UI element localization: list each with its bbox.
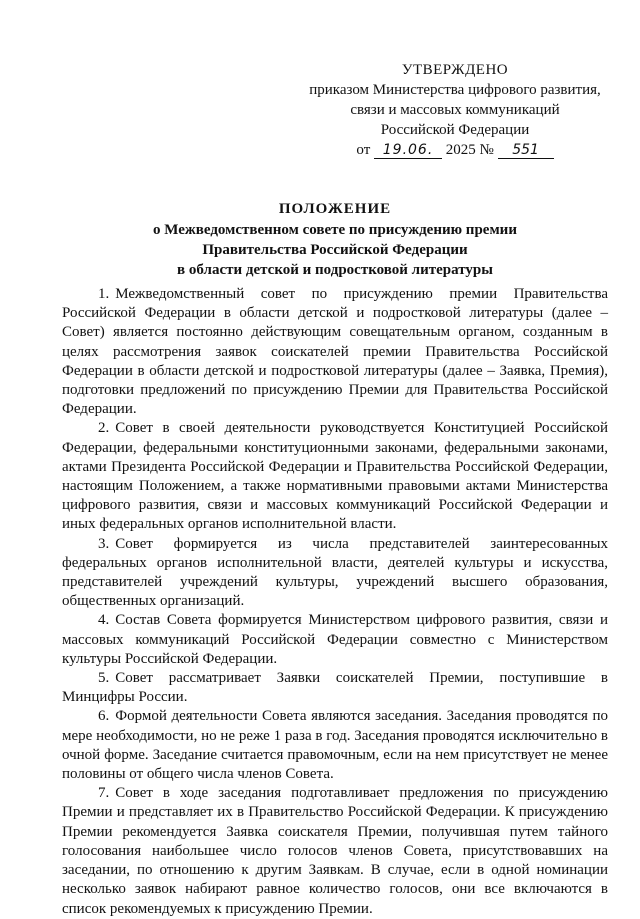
paragraph-text: Состав Совета формируется Министерством цифрового развития, связи и массовых коммуникаций Российской Федерации совместно с Министерством культуры Российской Федерации. <box>62 612 608 667</box>
date-prefix: от <box>356 142 371 158</box>
paragraph-text: Совет в ходе заседания подготавливает предложения по присуждению Премии и представляет их в Правительство Российской Федерации. К присуждению Премии рекомендуется Заявка соискателя Премии, получившая путем тайного голосования наибольшее число голосов членов Совета, присутствовавших на заседании, по отношению к другим Заявкам. В случае, если в одной номинации несколько заявок набирают равное количество голосов, они все включаются в список рекомендуемых к присуждению Премии. <box>62 785 608 917</box>
paragraph-2 <box>62 419 608 534</box>
title-subtitle-2: Правительства Российской Федерации <box>202 242 468 258</box>
paragraph-number: 6. <box>98 708 110 725</box>
paragraph-text: Совет рассматривает Заявки соискателей Премии, поступившие в Минцифры России. <box>62 670 608 706</box>
paragraph-4 <box>62 611 608 669</box>
paragraph-3 <box>62 535 608 612</box>
year-label: 2025 № <box>445 142 494 158</box>
paragraph-text: Межведомственный совет по присуждению премии Правительства Российской Федерации в области детской и подростковой литературы (далее – Совет) является постоянно действующим совещательным органом, созданным в целях рассмотрения заявок соискателей премии Правительства Российской Федерации в области детской и подростковой литературы (далее – Заявка, Премия), подготовки предложений по присуждению Премии для Правительства Российской Федерации. <box>62 286 608 418</box>
title-subtitle-1: о Межведомственном совете по присуждению премии <box>153 222 517 238</box>
paragraph-number: 1. <box>98 286 110 302</box>
approval-stamp <box>300 60 610 160</box>
paragraph-text: Формой деятельности Совета являются заседания. Заседания проводятся по мере необходимости, но не реже 1 раза в год. Заседания проводятся исключительно в очной форме. Заседание считается правомочным, если на нем присутствует не менее половины от общего числа членов Совета. <box>62 708 608 783</box>
paragraph-number: 3. <box>98 535 110 552</box>
approval-heading: УТВЕРЖДЕНО <box>401 62 509 78</box>
document-title <box>62 199 608 280</box>
paragraph-text: Совет формируется из числа представителей заинтересованных федеральных органов исполнительной власти, деятелей культуры и искусства, представителей учреждений культуры, учреждений высшего образования, общественных организаций. <box>62 535 608 610</box>
paragraph-number: 5. <box>98 670 110 687</box>
approval-line-2: связи и массовых коммуникаций <box>350 102 560 118</box>
paragraph-7 <box>62 784 608 918</box>
document-body <box>62 285 608 919</box>
approval-line-1: приказом Министерства цифрового развития, <box>309 82 601 98</box>
title-main: ПОЛОЖЕНИЕ <box>278 201 392 217</box>
paragraph-text: Совет в своей деятельности руководствуется Конституцией Российской Федерации, федеральными конституционными законами, федеральными законами, актами Президента Российской Федерации и Правительства Российской Федерации, настоящим Положением, а также нормативными правовыми актами Министерства цифрового развития, связи и массовых коммуникаций Российской Федерации и иных федеральных органов исполнительной власти. <box>62 420 608 533</box>
approval-date-line <box>300 140 610 160</box>
paragraph-number: 7. <box>98 785 110 802</box>
handwritten-number: 551 <box>498 142 554 159</box>
handwritten-date: 19.06. <box>374 142 442 159</box>
paragraph-number: 2. <box>98 420 110 437</box>
approval-line-3: Российской Федерации <box>380 122 530 138</box>
paragraph-number: 4. <box>98 612 110 629</box>
title-subtitle-3: в области детской и подростковой литературы <box>177 262 493 278</box>
paragraph-6 <box>62 707 608 784</box>
paragraph-5 <box>62 669 608 707</box>
paragraph-1 <box>62 285 608 419</box>
